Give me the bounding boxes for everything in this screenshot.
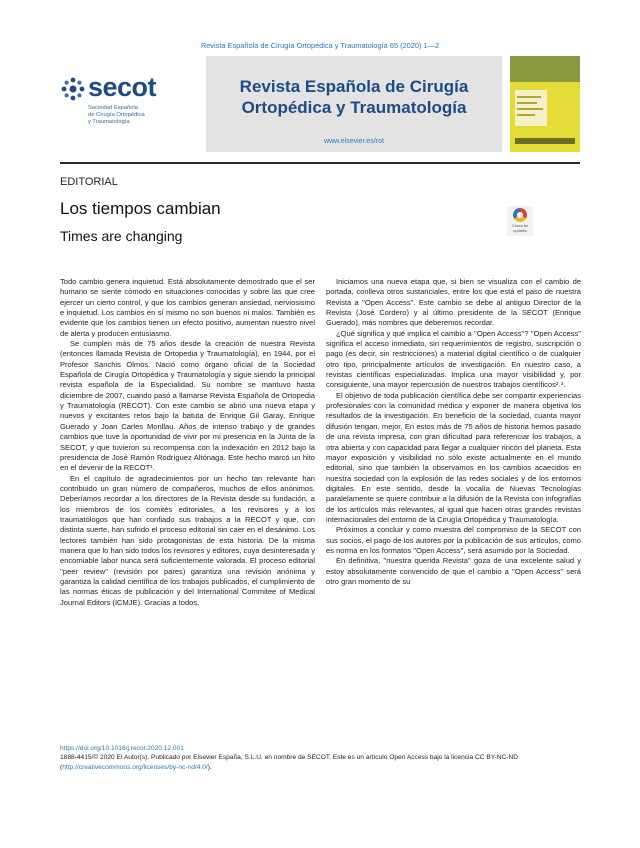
body-paragraph: Se cumplen más de 75 años desde la creación de nuestra Revista (entonces llamada Revista de Ortopedia y Traumatología), en 1944, por el Profesor Sanchis Olmos. Nació como órgano oficial de la Sociedad Española de Cirugía Ortopédica y Traumatología y sigue siendo la principal revista española de la Especialidad. Su nombre se mantuvo hasta diciembre de 2007, cuando pasó a llamarse Revista Española de Ortopedia y Traumatología (RECOT). Con este cambio se abrió una nueva etapa y nuevos y excitantes retos bajo la batuta de Enrique Gil Garay, Enrique Guerado y Joan Carles Monllau. Años de intenso trabajo y de grandes cambios que tuve la oportunidad de vivir por mi presencia en la Junta de la SECOT, y que tuvieron su recompensa con la indexación en 2012 bajo la presidencia de José Ramón Rodríguez Altónaga. Este hecho marcó un hito en el devenir de la RECOT¹.	[60, 339, 315, 473]
body-column-right	[326, 277, 581, 587]
license-url-link[interactable]: http://creativecommons.org/licenses/by-nc-nd/4.0/	[62, 763, 208, 771]
body-paragraph: En definitiva, ''nuestra querida Revista'' goza de una excelente salud y estoy absolutamente convencido de que el cambio a ''Open Access'' será otro gran momento de su	[326, 556, 581, 586]
journal-title-box	[206, 56, 502, 152]
cover-line	[517, 102, 537, 104]
section-label: EDITORIAL	[60, 176, 118, 188]
license-close: ).	[207, 763, 212, 771]
body-paragraph: El objetivo de toda publicación científica debe ser compartir experiencias profesionales con la comunidad médica y exponer de manera objetiva los resultados de la investigación. En beneficio de la sociedad, cuanta mayor difusión tengan, mejor. En estos más de 75 años de historia hemos pasado de una revista impresa, con gran dificultad para referenciar los trabajos, a otra abierta y con capacidad para llegar a cualquier rincón del planeta. Esta mayor exposición y visibilidad no sólo existe actualmente en el mundo editorial, sino que también la observamos en los cambios acaecidos en nuestra sociedad con la explosión de las redes sociales y de los entornos digitales. En este sentido, desde la vocalía de Nuevas Tecnologías paralelamente se quiere contribuir a la difusión de la Revista con infografías de los artículos más relevantes, al igual que hacen otras grandes revistas internacionales del entorno de la Cirugía Ortopédica y Traumatología.	[326, 390, 581, 524]
journal-banner	[60, 56, 580, 152]
body-paragraph: Todo cambio genera inquietud. Está absolutamente demostrado que el ser humano se siente cómodo en situaciones conocidas y sobre las que cree ejercer un cierto control, y que los cambios generan ansiedad, nerviosismo e inquietud. Los cambios en sí mismo no son buenos ni malos. También es evidente que los cambios tienen un efecto positivo, aumentan nuestro nivel de alerta y producen entusiasmo.	[60, 277, 315, 338]
body-paragraph: ¿Qué significa y qué implica el cambio a ''Open Access''? ''Open Access'' significa el acceso inmediato, sin requerimientos de registro, suscripción o pago (es decir, sin restricciones) a material digital científico o de cualquier otro tipo, principalmente artículos de investigación. En nuestro caso, a revistas científicas especializadas. Implica una mayor visibilidad y, por consiguiente, una mayor repercusión de nuestros trabajos científicos²˒³.	[326, 328, 581, 390]
cover-line	[517, 114, 535, 116]
article-title: Los tiempos cambian	[60, 199, 221, 218]
license-text: 1888-4415/© 2020 El Autor(s). Publicado por Elsevier España, S.L.U. en nombre de SECOT. Este es un artículo Open Access bajo la licencia CC BY-NC-ND (	[60, 754, 518, 771]
check-for-updates-button[interactable]	[507, 206, 533, 236]
body-paragraph: Iniciamos una nueva etapa que, si bien se visualiza con el cambio de portada, conlleva otros sustanciales, entre los que está el paso de nuestra Revista a ''Open Access''. Este cambio se debe al antiguo Director de la Revista (José Cordero) y al último presidente de la SECOT (Enrique Guerado), más nombres que deberemos recordar.	[326, 277, 581, 328]
journal-url-link[interactable]: www.elsevier.es/rot	[324, 138, 384, 145]
logo-subtitle-line: Sociedad Española	[88, 105, 138, 111]
secot-logo	[60, 72, 195, 136]
crossmark-label: Check for updates	[511, 224, 529, 233]
doi-link[interactable]: https://doi.org/10.1016/j.recot.2020.12.001	[60, 745, 184, 752]
cover-footer-band	[515, 138, 575, 144]
logo-subtitle-line: de Cirugía Ortopédica	[88, 112, 145, 118]
license-statement	[60, 753, 580, 772]
journal-title	[206, 76, 502, 118]
cover-header-band	[510, 56, 580, 82]
journal-title-line: Revista Española de Cirugía	[239, 77, 469, 96]
crossmark-icon	[513, 208, 527, 222]
cover-line	[517, 96, 541, 98]
article-subtitle: Times are changing	[60, 228, 183, 244]
running-head: Revista Española de Cirugía Ortopédica y Traumatología 65 (2020) 1—2	[200, 41, 440, 50]
journal-title-line: Ortopédica y Traumatología	[241, 98, 467, 117]
body-column-left	[60, 277, 315, 608]
logo-subtitle	[88, 105, 145, 126]
logo-subtitle-line: y Traumatología	[88, 119, 130, 125]
body-paragraph: Próximos a concluir y como muestra del compromiso de la SECOT con sus socios, el pago de los autores por la publicación de sus artículos, como es norma en los formatos ''Open Access'', será asumido por la Sociedad.	[326, 525, 581, 555]
header-rule	[60, 162, 580, 164]
logo-wordmark: secot	[88, 72, 157, 102]
journal-cover-thumbnail	[510, 56, 580, 152]
secot-emblem-icon	[60, 76, 86, 102]
cover-line	[517, 108, 543, 110]
body-paragraph: En el capítulo de agradecimientos por un hecho tan relevante han contribuido un gran número de compañeros, muchos de ellos anónimos. Deberíamos recordar a los directores de la Revista desde su fundación, a los miembros de los comités editoriales, a los revisores y a los traumatólogos que han confiado sus trabajos a la RECOT y que, con distinta suerte, han sufrido el proceso editorial sin caer en el desánimo. Los lectores también han sido protagonistas de esta historia. De la misma manera que lo han sido todos los revisores y editores, cuya desinteresada y encomiable labor nunca será suficientemente valorada. El proceso editorial ''peer review'' (revisión por pares) garantiza una revisión anónima y garantiza la calidad científica de los trabajos publicados, el cumplimiento de las normas éticas de publicación y del International Commitee of Medical Journal Editors (ICMJE). Gracias a todos.	[60, 473, 315, 607]
article-footer	[60, 744, 580, 772]
